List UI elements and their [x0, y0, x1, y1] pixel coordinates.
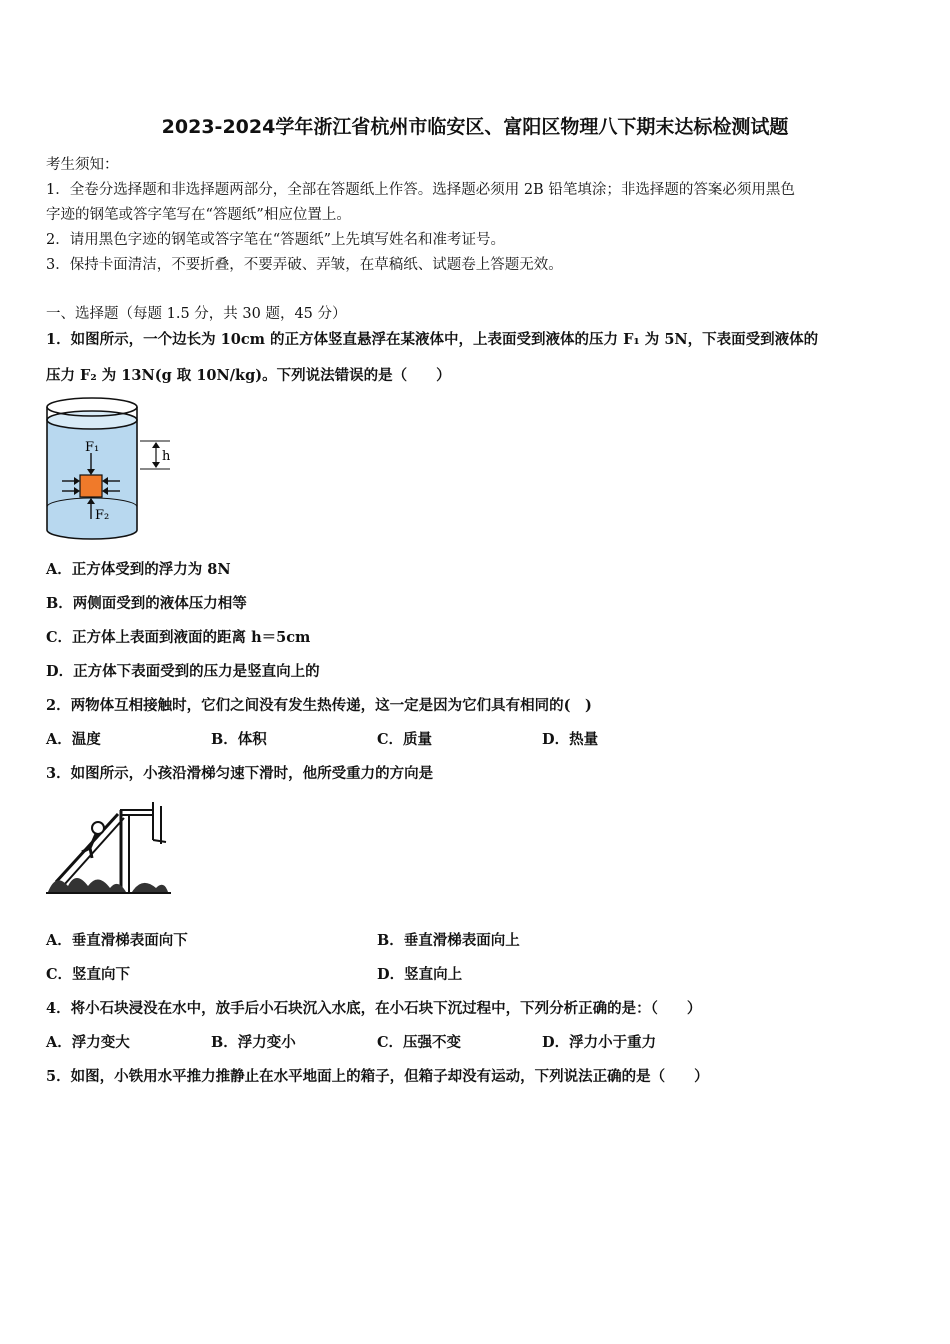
- q1-option-c: C．正方体上表面到液面的距离 h＝5cm: [46, 629, 311, 646]
- label-f1: F₁: [85, 440, 100, 455]
- q4-option-a: A．浮力变大: [46, 1034, 130, 1051]
- label-f2: F₂: [95, 508, 110, 523]
- q3-option-c: C．竖直向下: [46, 966, 131, 983]
- notice-item: 字迹的钢笔或答字笔写在“答题纸”相应位置上。: [46, 207, 351, 223]
- notice-heading: 考生须知：: [46, 157, 119, 173]
- q1-option-d: D．正方体下表面受到的压力是竖直向上的: [46, 663, 320, 680]
- q4-option-b: B．浮力变小: [211, 1034, 296, 1051]
- notice-item: 2．请用黑色字迹的钢笔或答字笔在“答题纸”上先填写姓名和准考证号。: [46, 232, 506, 248]
- label-h: h: [162, 449, 171, 464]
- notice-item: 3．保持卡面清洁，不要折叠，不要弄破、弄皱，在草稿纸、试题卷上答题无效。: [46, 257, 563, 273]
- q3-stem: 3．如图所示，小孩沿滑梯匀速下滑时，他所受重力的方向是: [46, 765, 434, 782]
- q2-option-a: A．温度: [46, 731, 101, 748]
- section-heading: 一、选择题（每题 1.5 分，共 30 题，45 分）: [46, 306, 347, 322]
- cube: [80, 475, 102, 497]
- q2-option-c: C．质量: [377, 731, 433, 748]
- cylinder-bottom: [47, 530, 137, 539]
- q3-option-a: A．垂直滑梯表面向下: [46, 932, 188, 949]
- q1-option-a: A．正方体受到的浮力为 8N: [46, 561, 231, 578]
- child-head: [92, 822, 104, 834]
- q5-stem: 5．如图，小铁用水平推力推静止在水平地面上的箱子，但箱子却没有运动，下列说法正确的是（ ）: [46, 1068, 709, 1085]
- q2-option-b: B．体积: [211, 731, 267, 748]
- q4-stem: 4．将小石块浸没在水中，放手后小石块沉入水底，在小石块下沉过程中，下列分析正确的是：（ ）: [46, 1000, 702, 1017]
- q4-option-c: C．压强不变: [377, 1034, 462, 1051]
- q3-option-b: B．垂直滑梯表面向上: [377, 932, 520, 949]
- q3-slide-figure: [46, 800, 171, 900]
- page-title: 2023-2024学年浙江省杭州市临安区、富阳区物理八下期末达标检测试题: [161, 116, 789, 138]
- q1-option-b: B．两侧面受到的液体压力相等: [46, 595, 247, 612]
- q4-option-d: D．浮力小于重力: [542, 1034, 657, 1051]
- slide-platform: [121, 810, 153, 815]
- q1-stem-line2: 压力 F₂ 为 13N(g 取 10N/kg)。下列说法错误的是（ ）: [46, 367, 451, 384]
- q2-stem: 2．两物体互相接触时，它们之间没有发生热传递，这一定是因为它们具有相同的( ): [46, 697, 592, 714]
- q2-option-d: D．热量: [542, 731, 599, 748]
- q1-stem-line1: 1．如图所示，一个边长为 10cm 的正方体竖直悬浮在某液体中，上表面受到液体的压力 F₁ 为 5N，下表面受到液体的: [46, 331, 819, 348]
- q1-cylinder-figure: [40, 395, 180, 545]
- notice-item: 1．全卷分选择题和非选择题两部分，全部在答题纸上作答。选择题必须用 2B 铅笔填涂；非选择题的答案必须用黑色: [46, 182, 795, 198]
- q3-option-d: D．竖直向上: [377, 966, 463, 983]
